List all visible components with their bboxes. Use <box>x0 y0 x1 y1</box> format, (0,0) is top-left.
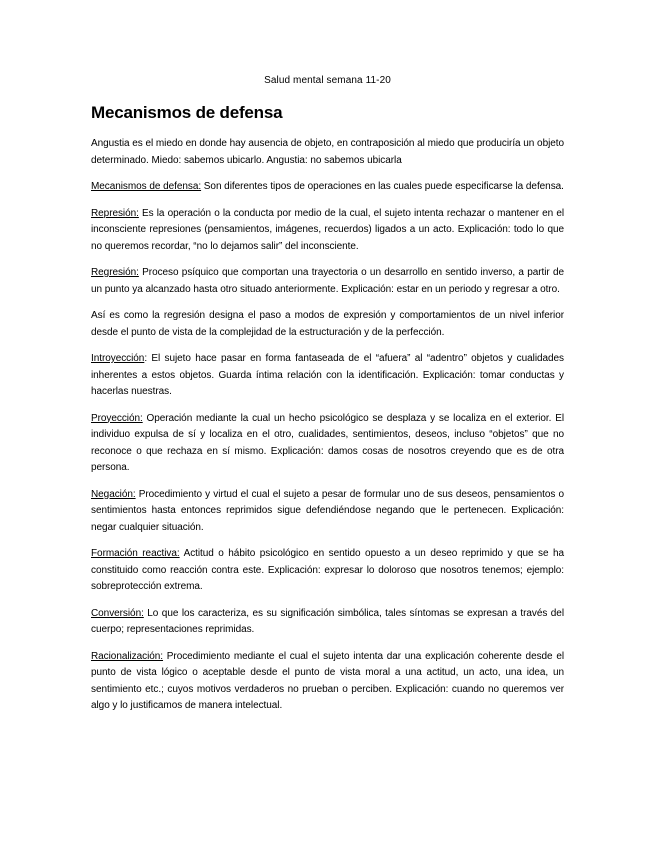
paragraph-text: Proceso psíquico que comportan una trayectoria o un desarrollo en sentido inverso, a partir de un punto ya alcanzado hasta otro situado anteriormente. Explicación: estar en un periodo y regresar a otro. <box>91 267 564 295</box>
paragraph-text: Lo que los caracteriza, es su significación simbólica, tales síntomas se expresan a través del cuerpo; representaciones reprimidas. <box>91 607 564 635</box>
paragraph-text: : El sujeto hace pasar en forma fantaseada de el “afuera” al “adentro” objetos y cualidades inherentes a estos objetos. Guarda íntima relación con la identificación. Explicación: tomar conductas y hacerlas nuestras. <box>91 353 564 397</box>
paragraph <box>91 351 564 401</box>
paragraph <box>91 265 564 298</box>
paragraph-text: Procedimiento y virtud el cual el sujeto a pesar de formular uno de sus deseos, pensamientos o sentimientos hasta entonces reprimidos sigue defendiéndose negando que le pertenecen. Explicación: negar cualquier situación. <box>91 488 564 533</box>
paragraph-term: Represión: <box>91 207 139 219</box>
paragraph-text: Actitud o hábito psicológico en sentido opuesto a un deseo reprimido y que se ha constituido como reacción contra este. Explicación: expresar lo doloroso que nosotros tenemos; ejemplo: sobreprotección extrema. <box>91 548 564 592</box>
paragraph <box>91 606 564 639</box>
paragraph-term: Conversión: <box>91 607 144 619</box>
paragraph-term: Formación reactiva: <box>91 548 180 559</box>
paragraph-text: Así es como la regresión designa el paso a modos de expresión y comportamientos de un nivel inferior desde el punto de vista de la complejidad de la estructuración y de la perfección. <box>91 310 564 338</box>
paragraph-text: Angustia es el miedo en donde hay ausencia de objeto, en contraposición al miedo que produciría un objeto determinado. Miedo: sabemos ubicarlo. Angustia: no sabemos ubicarla <box>91 138 564 166</box>
paragraph-term: Negación: <box>91 488 136 500</box>
paragraph-term: Racionalización: <box>91 650 164 662</box>
page-header: Salud mental semana 11-20 <box>264 75 391 86</box>
document-body <box>91 136 564 725</box>
paragraph-term: Introyección <box>91 353 145 364</box>
paragraph <box>91 411 564 477</box>
paragraph <box>91 136 564 169</box>
paragraph-text: Son diferentes tipos de operaciones en las cuales puede especificarse la defensa. <box>201 181 564 192</box>
paragraph-text: Procedimiento mediante el cual el sujeto intenta dar una explicación coherente desde el punto de vista lógico o aceptable desde el punto de vista moral a una actitud, un acto, una idea, un sentimiento etc.; cuyos motivos verdaderos no prueban o perciben. Explicación: cuando no queremos ver algo y lo justificamos de manera intelectual. <box>91 650 564 711</box>
paragraph-text: Operación mediante la cual un hecho psicológico se desplaza y se localiza en el exterior. El individuo expulsa de sí y localiza en el otro, cualidades, sentimientos, deseos, incluso “objetos” que no reconoce o que rechaza en sí mismo. Explicación: damos cosas de nosotros creyendo que es de otra persona. <box>91 412 564 473</box>
paragraph <box>91 206 564 256</box>
paragraph <box>91 179 564 196</box>
paragraph <box>91 649 564 715</box>
paragraph <box>91 546 564 596</box>
document-title: Mecanismos de defensa <box>91 103 283 122</box>
paragraph <box>91 487 564 537</box>
paragraph <box>91 308 564 341</box>
paragraph-term: Regresión: <box>91 267 139 278</box>
paragraph-text: Es la operación o la conducta por medio de la cual, el sujeto intenta rechazar o mantener en el inconsciente represiones (pensamientos, imágenes, recuerdos) ligados a un acto. Explicación: todo lo que no queremos recordar, “no lo dejamos salir” del inconsciente. <box>91 207 564 252</box>
paragraph-term: Mecanismos de defensa: <box>91 181 202 192</box>
paragraph-term: Proyección: <box>91 412 143 424</box>
